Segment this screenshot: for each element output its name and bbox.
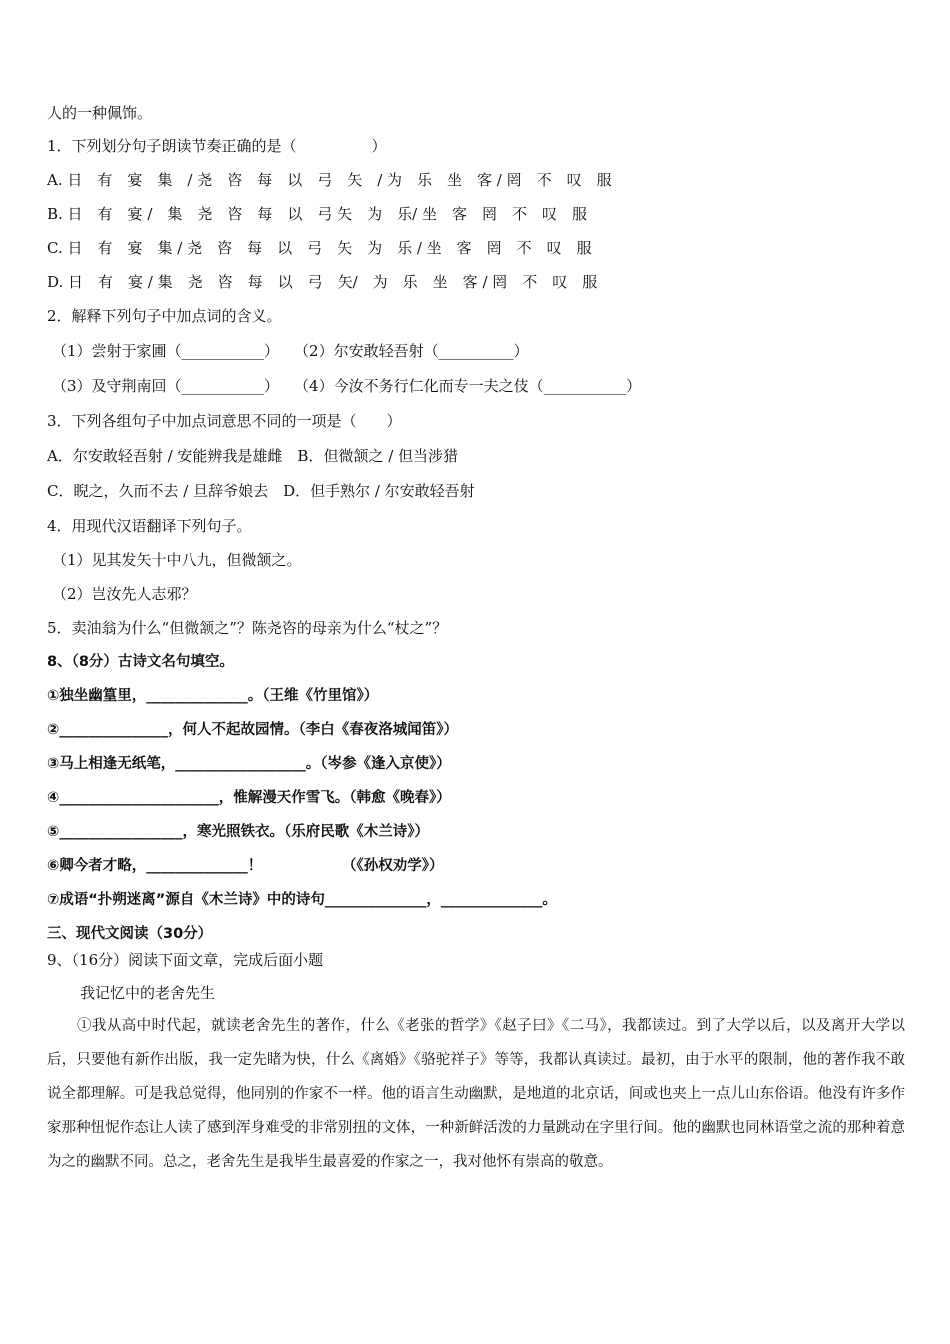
question-2: 2．解释下列句子中加点词的含义。 bbox=[47, 307, 282, 325]
question-1: 1．下列划分句子朗读节奏正确的是（ ） bbox=[47, 137, 387, 155]
question-5: 5．卖油翁为什么“但微颔之”？陈尧咨的母亲为什么“杖之”？ bbox=[47, 619, 448, 637]
question-4-sentence-2: （2）岂汝先人志邪？ bbox=[52, 585, 197, 603]
question-2-items-row1: （1）尝射于家圃（___________） （2）尔安敢轻吾射（__________） bbox=[52, 342, 529, 360]
fill-blank-6: ⑥卿今者才略，______________！ （《孙权劝学》） bbox=[47, 858, 444, 874]
question-2-items-row2: （3）及守荆南回（___________） （4）今汝不务行仁化而专一夫之伎（___________） bbox=[52, 377, 642, 395]
fill-blank-5: ⑤_________________，寒光照铁衣。（乐府民歌《木兰诗》） bbox=[47, 824, 430, 840]
option-d: D. 日 有 宴 / 集 尧 咨 每 以 弓 矢/ 为 乐 坐 客 / 罔 不 叹 服 bbox=[47, 273, 598, 291]
question-4-sentence-1: （1）见其发矢十中八九，但微颔之。 bbox=[52, 551, 302, 569]
option-c: C. 日 有 宴 集 / 尧 咨 每 以 弓 矢 为 乐 / 坐 客 罔 不 叹 服 bbox=[47, 239, 592, 257]
article-paragraph-1: ①我从高中时代起，就读老舍先生的著作，什么《老张的哲学》《赵子曰》《二马》，我都读过。到了大学以后，以及离开大学以后，只要他有新作出版，我一定先睹为快，什么《离婚》《骆驼祥子》等等，我都认真读过。最初，由于水平的限制，他的著作我不敢说全都理解。可是我总觉得，他同别的作家不一样。他的语言生动幽默，是地道的北京话，间或也夹上一点儿山东俗语。他没有许多作家那种忸怩作态让人读了感到浑身难受的非常别扭的文体，一种新鲜活泼的力量跳动在字里行间。他的幽默也同林语堂之流的那种着意为之的幽默不同。总之，老舍先生是我毕生最喜爱的作家之一，我对他怀有崇高的敬意。 bbox=[47, 1018, 905, 1170]
section-heading: 三、现代文阅读（30分） bbox=[47, 926, 213, 942]
question-9: 9、（16分）阅读下面文章，完成后面小题 bbox=[47, 951, 324, 969]
question-3-options-cd: C．睨之，久而不去 / 旦辞爷娘去 D．但手熟尔 / 尔安敢轻吾射 bbox=[47, 482, 475, 500]
question-4: 4．用现代汉语翻译下列句子。 bbox=[47, 517, 252, 535]
question-3-options-ab: A．尔安敢轻吾射 / 安能辨我是雄雌 B．但微颔之 / 但当涉猎 bbox=[47, 447, 459, 465]
fill-blank-2: ②_______________，何人不起故园情。（李白《春夜洛城闻笛》） bbox=[47, 722, 459, 738]
fill-blank-1: ①独坐幽篁里，______________。（王维《竹里馆》） bbox=[47, 688, 379, 704]
question-8: 8、（8分）古诗文名句填空。 bbox=[47, 654, 234, 670]
option-a: A. 日 有 宴 集 / 尧 咨 每 以 弓 矢 / 为 乐 坐 客 / 罔 不 叹 服 bbox=[47, 171, 612, 189]
text-line: 人的一种佩饰。 bbox=[47, 104, 153, 122]
fill-blank-4: ④______________________，惟解漫天作雪飞。（韩愈《晚春》） bbox=[47, 790, 451, 806]
question-3: 3．下列各组句子中加点词意思不同的一项是（ ） bbox=[47, 412, 402, 430]
fill-blank-3: ③马上相逢无纸笔，__________________。（岑参《逢入京使》） bbox=[47, 756, 451, 772]
fill-blank-7: ⑦成语“扑朔迷离”源自《木兰诗》中的诗句______________，______________。 bbox=[47, 892, 557, 908]
option-b: B. 日 有 宴 / 集 尧 咨 每 以 弓 矢 为 乐/ 坐 客 罔 不 叹 服 bbox=[47, 205, 587, 223]
article-title: 我记忆中的老舍先生 bbox=[80, 984, 216, 1002]
